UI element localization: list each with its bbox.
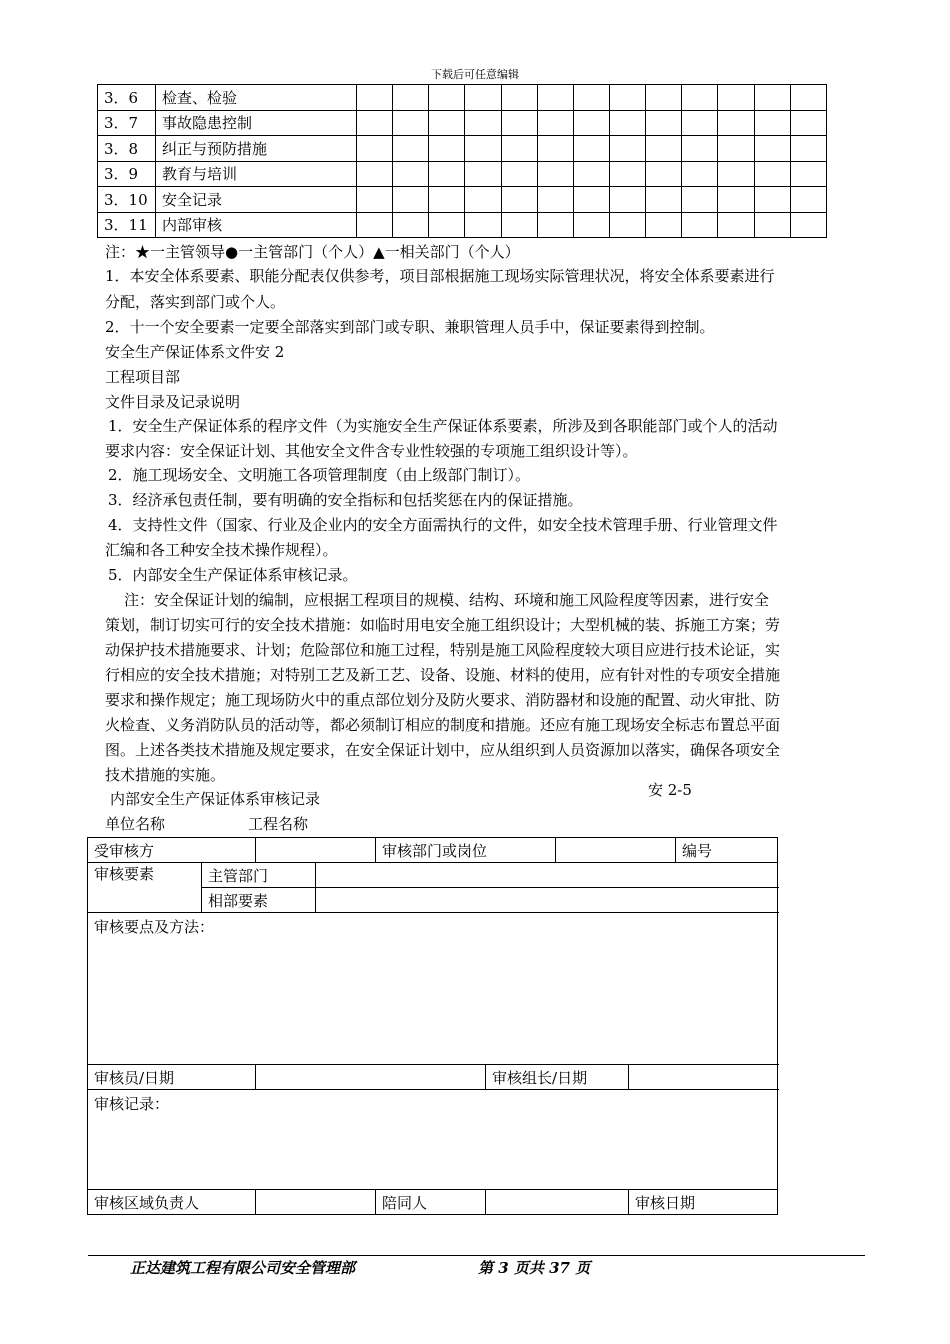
audit-date-label: 审核日期	[629, 1190, 778, 1215]
project-name-label: 工程名称	[248, 815, 309, 833]
assignment-cell[interactable]	[393, 187, 429, 213]
main-dept-value[interactable]	[316, 863, 778, 888]
item-1-line-2: 要求内容：安全保证计划、其他安全文件含专业性较强的专项施工组织设计等）。	[105, 442, 638, 460]
assignment-cell[interactable]	[646, 212, 682, 238]
assignment-cell[interactable]	[718, 85, 754, 111]
unit-name-label: 单位名称	[105, 815, 166, 833]
assignment-cell[interactable]	[754, 161, 790, 187]
table-row	[98, 136, 827, 162]
item-4-line-1: 4．支持性文件（国家、行业及企业内的安全方面需执行的文件，如安全技术管理手册、行业管理文件	[108, 516, 778, 534]
assignment-cell[interactable]	[357, 161, 393, 187]
header-note: 下载后可任意编辑	[431, 68, 519, 81]
assignment-cell[interactable]	[357, 212, 393, 238]
item-1-line-1: 1．安全生产保证体系的程序文件（为实施安全生产保证体系要素，所涉及到各职能部门或个人的活动	[108, 417, 778, 435]
row-element: 内部审核	[156, 212, 357, 238]
assignment-cell[interactable]	[754, 136, 790, 162]
assignment-cell[interactable]	[682, 187, 718, 213]
assignment-cell[interactable]	[465, 212, 501, 238]
assignment-cell[interactable]	[718, 187, 754, 213]
record-code: 安 2-5	[648, 781, 692, 799]
audit-dept-value[interactable]	[556, 838, 676, 863]
note-2: 2．十一个安全要素一定要全部落实到部门或专职、兼职管理人员手中，保证要素得到控制。	[105, 318, 715, 336]
assignment-cell[interactable]	[501, 161, 537, 187]
number-label: 编号	[676, 838, 778, 863]
assignment-cell[interactable]	[537, 110, 573, 136]
footer-page: 第 3 页共 37 页	[478, 1259, 591, 1277]
assignment-cell[interactable]	[609, 85, 645, 111]
assignment-cell[interactable]	[465, 85, 501, 111]
audit-dept-label: 审核部门或岗位	[376, 838, 556, 863]
table-row	[98, 187, 827, 213]
assignment-cell[interactable]	[357, 136, 393, 162]
assignment-cell[interactable]	[393, 85, 429, 111]
accompany-label: 陪同人	[376, 1190, 486, 1215]
assignment-cell[interactable]	[429, 212, 465, 238]
assignment-cell[interactable]	[429, 161, 465, 187]
assignment-cell[interactable]	[537, 212, 573, 238]
assignment-cell[interactable]	[609, 161, 645, 187]
row-number: 3．7	[98, 110, 156, 136]
row-number: 3．9	[98, 161, 156, 187]
assignment-cell[interactable]	[393, 161, 429, 187]
assignment-cell[interactable]	[718, 212, 754, 238]
assignment-cell[interactable]	[501, 110, 537, 136]
assignment-cell[interactable]	[573, 161, 609, 187]
assignment-cell[interactable]	[357, 187, 393, 213]
para-line-8: 技术措施的实施。	[105, 766, 226, 784]
assignment-cell[interactable]	[754, 187, 790, 213]
assignment-cell[interactable]	[393, 212, 429, 238]
legend-note: 注：★一主管领导●一主管部门（个人）▲一相关部门（个人）	[105, 243, 520, 261]
para-line-6: 火检查、义务消防队员的活动等，都必须制订相应的制度和措施。还应有施工现场安全标志布置总平面	[105, 716, 781, 734]
assignment-cell[interactable]	[573, 110, 609, 136]
assignment-cell[interactable]	[537, 136, 573, 162]
assignment-cell[interactable]	[646, 187, 682, 213]
doc-title: 安全生产保证体系文件安 2	[105, 343, 285, 361]
assignment-cell[interactable]	[393, 136, 429, 162]
assignment-cell[interactable]	[609, 110, 645, 136]
safety-elements-table	[97, 84, 827, 238]
subtitle: 文件目录及记录说明	[105, 393, 241, 411]
row-element: 事故隐患控制	[156, 110, 357, 136]
assignment-cell[interactable]	[646, 161, 682, 187]
assignment-cell[interactable]	[609, 212, 645, 238]
footer-company: 正达建筑工程有限公司安全管理部	[130, 1259, 356, 1277]
item-4-line-2: 汇编和各工种安全技术操作规程）。	[105, 541, 338, 559]
item-5: 5．内部安全生产保证体系审核记录。	[108, 566, 358, 584]
related-elements-label: 相部要素	[202, 888, 316, 913]
para-line-1: 注：安全保证计划的编制，应根据工程项目的规模、结构、环境和施工风险程度等因素，进行安全	[124, 591, 770, 609]
assignment-cell[interactable]	[682, 161, 718, 187]
points-methods-cell[interactable]	[88, 913, 778, 1065]
row-element: 检查、检验	[156, 85, 357, 111]
table-row	[98, 110, 827, 136]
assignment-cell[interactable]	[357, 85, 393, 111]
assignment-cell[interactable]	[754, 212, 790, 238]
assignment-cell[interactable]	[465, 161, 501, 187]
assignment-cell[interactable]	[609, 136, 645, 162]
audit-record-form	[87, 837, 778, 1215]
main-dept-label: 主管部门	[202, 863, 316, 888]
record-title: 内部安全生产保证体系审核记录	[110, 790, 321, 808]
dept-name: 工程项目部	[105, 368, 181, 386]
assignment-cell[interactable]	[682, 136, 718, 162]
assignment-cell[interactable]	[465, 110, 501, 136]
leader-date-value[interactable]	[629, 1065, 778, 1090]
assignment-cell[interactable]	[393, 110, 429, 136]
item-3: 3．经济承包责任制，要有明确的安全指标和包括奖惩在内的保证措施。	[108, 491, 583, 509]
assignment-cell[interactable]	[790, 187, 826, 213]
assignment-cell[interactable]	[573, 212, 609, 238]
assignment-cell[interactable]	[682, 212, 718, 238]
audited-party-value[interactable]	[256, 838, 376, 863]
assignment-cell[interactable]	[537, 161, 573, 187]
table-row	[98, 161, 827, 187]
para-line-5: 要求和操作规定；施工现场防火中的重点部位划分及防火要求、消防器材和设施的配置、动火审批、防	[105, 691, 781, 709]
assignment-cell[interactable]	[718, 110, 754, 136]
points-methods-label: 审核要点及方法：	[94, 918, 215, 936]
assignment-cell[interactable]	[501, 136, 537, 162]
row-number: 3．6	[98, 85, 156, 111]
row-element: 纠正与预防措施	[156, 136, 357, 162]
row-element: 教育与培训	[156, 161, 357, 187]
auditor-date-value[interactable]	[256, 1065, 486, 1090]
assignment-cell[interactable]	[465, 136, 501, 162]
audit-record-label: 审核记录：	[94, 1095, 170, 1113]
assignment-cell[interactable]	[682, 85, 718, 111]
para-line-7: 图。上述各类技术措施及规定要求，在安全保证计划中，应从组织到人员资源加以落实，确保各项安全	[105, 741, 781, 759]
assignment-cell[interactable]	[573, 85, 609, 111]
table-row	[98, 212, 827, 238]
audit-record-cell[interactable]	[88, 1090, 778, 1190]
note-1-line-2: 分配，落实到部门或个人。	[105, 293, 286, 311]
area-head-value[interactable]	[256, 1190, 376, 1215]
assignment-cell[interactable]	[646, 85, 682, 111]
item-2: 2．施工现场安全、文明施工各项管理制度（由上级部门制订）。	[108, 466, 531, 484]
assignment-cell[interactable]	[609, 187, 645, 213]
assignment-cell[interactable]	[682, 110, 718, 136]
assignment-cell[interactable]	[754, 85, 790, 111]
accompany-value[interactable]	[486, 1190, 629, 1215]
note-1-line-1: 1．本安全体系要素、职能分配表仅供参考，项目部根据施工现场实际管理状况，将安全体系要素进行	[105, 267, 775, 285]
assignment-cell[interactable]	[790, 85, 826, 111]
audit-elements-label: 审核要素	[88, 863, 202, 913]
row-element: 安全记录	[156, 187, 357, 213]
auditor-date-label: 审核员/日期	[88, 1065, 256, 1090]
assignment-cell[interactable]	[357, 110, 393, 136]
footer-divider	[88, 1255, 865, 1256]
table-row	[98, 85, 827, 111]
assignment-cell[interactable]	[537, 85, 573, 111]
assignment-cell[interactable]	[754, 110, 790, 136]
area-head-label: 审核区域负责人	[88, 1190, 256, 1215]
assignment-cell[interactable]	[790, 161, 826, 187]
row-number: 3．11	[98, 212, 156, 238]
assignment-cell[interactable]	[429, 110, 465, 136]
assignment-cell[interactable]	[790, 212, 826, 238]
leader-date-label: 审核组长/日期	[486, 1065, 629, 1090]
assignment-cell[interactable]	[537, 187, 573, 213]
assignment-cell[interactable]	[429, 85, 465, 111]
assignment-cell[interactable]	[573, 187, 609, 213]
para-line-2: 策划，制订切实可行的安全技术措施：如临时用电安全施工组织设计；大型机械的装、拆施工方案；劳	[105, 616, 781, 634]
assignment-cell[interactable]	[718, 136, 754, 162]
assignment-cell[interactable]	[501, 187, 537, 213]
assignment-cell[interactable]	[429, 136, 465, 162]
assignment-cell[interactable]	[646, 136, 682, 162]
para-line-4: 行相应的安全技术措施；对特别工艺及新工艺、设备、设施、材料的使用，应有针对性的专项安全措施	[105, 666, 781, 684]
audited-party-label: 受审核方	[88, 838, 256, 863]
para-line-3: 动保护技术措施要求、计划；危险部位和施工过程，特别是施工风险程度较大项目应进行技术论证，实	[105, 641, 781, 659]
row-number: 3．8	[98, 136, 156, 162]
assignment-cell[interactable]	[790, 136, 826, 162]
assignment-cell[interactable]	[501, 85, 537, 111]
assignment-cell[interactable]	[429, 187, 465, 213]
assignment-cell[interactable]	[718, 161, 754, 187]
row-number: 3．10	[98, 187, 156, 213]
assignment-cell[interactable]	[646, 110, 682, 136]
assignment-cell[interactable]	[573, 136, 609, 162]
assignment-cell[interactable]	[465, 187, 501, 213]
assignment-cell[interactable]	[501, 212, 537, 238]
assignment-cell[interactable]	[790, 110, 826, 136]
related-elements-value[interactable]	[316, 888, 778, 913]
